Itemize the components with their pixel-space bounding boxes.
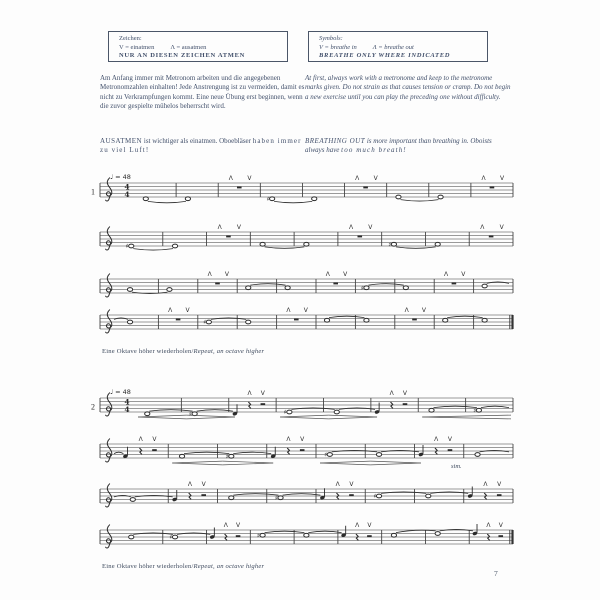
- repeat-caption-2: [102, 563, 264, 570]
- svg-text:♯: ♯: [256, 532, 260, 540]
- svg-text:V: V: [236, 224, 242, 231]
- svg-text:V: V: [303, 307, 308, 314]
- staff-system-2-row-3: [100, 481, 513, 507]
- legend-rule-en: BREATHE ONLY WHERE INDICATED: [319, 52, 451, 60]
- svg-text:4: 4: [124, 404, 130, 414]
- svg-text:Λ: Λ: [486, 522, 491, 529]
- svg-text:V: V: [497, 481, 502, 488]
- svg-text:Λ: Λ: [325, 271, 330, 278]
- breathing-note-de-caps: AUSATMEN: [100, 137, 143, 145]
- svg-text:V: V: [201, 481, 206, 488]
- svg-text:4: 4: [124, 189, 130, 199]
- breathing-note-en-spaced: too much breath!: [341, 146, 407, 155]
- page-number: 7: [494, 569, 498, 578]
- svg-text:V: V: [421, 307, 427, 314]
- breathing-note-en-caps: BREATHING OUT: [305, 137, 366, 145]
- repeat-caption-2-en: Repeat, an octave higher: [193, 563, 265, 570]
- svg-text:♯: ♯: [225, 453, 229, 461]
- svg-text:♯: ♯: [125, 243, 129, 251]
- staff-system-1-row-3: [100, 271, 513, 297]
- svg-text:Λ: Λ: [434, 436, 439, 443]
- svg-text:♯: ♯: [360, 284, 364, 292]
- inhale-symbol-de: V = einatmen: [119, 43, 155, 51]
- svg-text:V: V: [461, 271, 466, 278]
- staff-system-1-row-2: [100, 224, 513, 250]
- svg-text:♯: ♯: [373, 493, 377, 501]
- svg-text:V: V: [236, 522, 241, 529]
- svg-text:Λ: Λ: [286, 307, 291, 314]
- svg-text:V: V: [349, 481, 354, 488]
- svg-text:V: V: [499, 224, 504, 231]
- svg-text:V: V: [373, 175, 378, 182]
- exhale-symbol-en: Λ = breathe out: [372, 43, 414, 51]
- legend-rule-de: NUR AN DIESEN ZEICHEN ATMEN: [119, 52, 246, 60]
- svg-text:♯: ♯: [169, 534, 173, 542]
- svg-text:V: V: [260, 390, 265, 397]
- svg-text:V: V: [300, 436, 305, 443]
- svg-text:♩ = 48: ♩ = 48: [110, 388, 131, 396]
- repeat-caption-2-de: Eine Oktave höher wiederholen/: [102, 563, 194, 570]
- svg-text:Λ: Λ: [247, 390, 252, 397]
- svg-text:♩ = 48: ♩ = 48: [110, 173, 131, 181]
- svg-text:V: V: [247, 175, 252, 182]
- svg-text:Λ: Λ: [443, 271, 449, 278]
- repeat-caption-1-en: Repeat, an octave higher: [193, 348, 265, 355]
- svg-text:4: 4: [124, 397, 130, 407]
- svg-text:♯: ♯: [324, 451, 328, 459]
- staff-system-1-row-4: [100, 307, 514, 333]
- svg-text:V: V: [185, 307, 190, 314]
- svg-text:sim.: sim.: [451, 463, 462, 470]
- svg-text:Λ: Λ: [217, 224, 222, 231]
- legend-title-en: Symbols:: [319, 35, 343, 42]
- svg-text:Λ: Λ: [481, 175, 486, 182]
- svg-text:Λ: Λ: [404, 307, 409, 314]
- svg-text:Λ: Λ: [286, 436, 291, 443]
- svg-text:Λ: Λ: [138, 436, 143, 443]
- svg-text:♯: ♯: [189, 410, 192, 418]
- svg-text:V: V: [152, 436, 157, 443]
- svg-text:V: V: [367, 522, 372, 529]
- svg-text:Λ: Λ: [355, 522, 360, 529]
- legend-title-de: Zeichen:: [119, 35, 142, 42]
- staff-system-2-row-2: [100, 436, 513, 470]
- svg-text:Λ: Λ: [228, 175, 233, 182]
- staff-system-2-row-1: [91, 388, 513, 419]
- staff-system-2-row-4: [100, 522, 514, 548]
- svg-text:V: V: [499, 175, 505, 182]
- breathing-note-de-mid: ist wichtiger als einatmen. Oboebläser: [142, 137, 253, 145]
- svg-text:Λ: Λ: [168, 307, 173, 314]
- svg-text:Λ: Λ: [355, 175, 360, 182]
- svg-text:4: 4: [124, 182, 130, 192]
- svg-text:♯: ♯: [388, 241, 392, 249]
- svg-text:V: V: [224, 271, 230, 278]
- svg-text:V: V: [498, 522, 503, 529]
- svg-text:V: V: [368, 224, 373, 231]
- svg-text:V: V: [447, 436, 453, 443]
- repeat-caption-1: [102, 348, 264, 355]
- svg-text:Λ: Λ: [389, 390, 394, 397]
- svg-text:♯: ♯: [473, 407, 477, 415]
- intro-paragraph-en: At first, always work with a metronome and keep to the metronome marks given. Do not strain as that causes tension or cramp. Do not begin a new exercise until you can play the preceding one without difficulty.: [305, 74, 511, 101]
- svg-text:Λ: Λ: [207, 271, 212, 278]
- svg-text:V: V: [402, 390, 408, 397]
- exhale-symbol-de: Λ = ausatmen: [170, 43, 207, 51]
- repeat-caption-1-de: Eine Oktave höher wiederholen/: [102, 348, 194, 355]
- intro-paragraph-de: Am Anfang immer mit Metronom arbeiten und die angegebenen Metronomzahlen einhalten! Jede Anstrengung ist zu vermeiden, damit es nicht zu Verkrampfungen kommt. Eine neue Übung erst beginnen, wenn die zuvor gespielte mühelos beherrscht wird.: [100, 74, 305, 111]
- svg-text:2: 2: [91, 402, 95, 412]
- svg-text:Λ: Λ: [480, 224, 485, 231]
- svg-text:1: 1: [91, 187, 95, 197]
- svg-text:Λ: Λ: [187, 481, 192, 488]
- svg-text:Λ: Λ: [348, 224, 354, 231]
- svg-text:♯: ♯: [283, 409, 287, 417]
- svg-text:Λ: Λ: [483, 481, 488, 488]
- svg-text:V: V: [343, 271, 348, 278]
- svg-text:Λ: Λ: [335, 481, 340, 488]
- breathing-note-en-mid: is more important than breathing in. Oboists always have: [305, 137, 492, 155]
- svg-text:♯: ♯: [266, 195, 270, 203]
- staff-system-1-row-1: [91, 173, 513, 203]
- breathing-note-de-spaced: haben immer zu viel Luft!: [100, 137, 302, 155]
- svg-text:♯: ♯: [203, 319, 207, 327]
- svg-text:Λ: Λ: [223, 522, 228, 529]
- svg-text:♯: ♯: [274, 494, 278, 502]
- inhale-symbol-en: V = breathe in: [319, 43, 357, 51]
